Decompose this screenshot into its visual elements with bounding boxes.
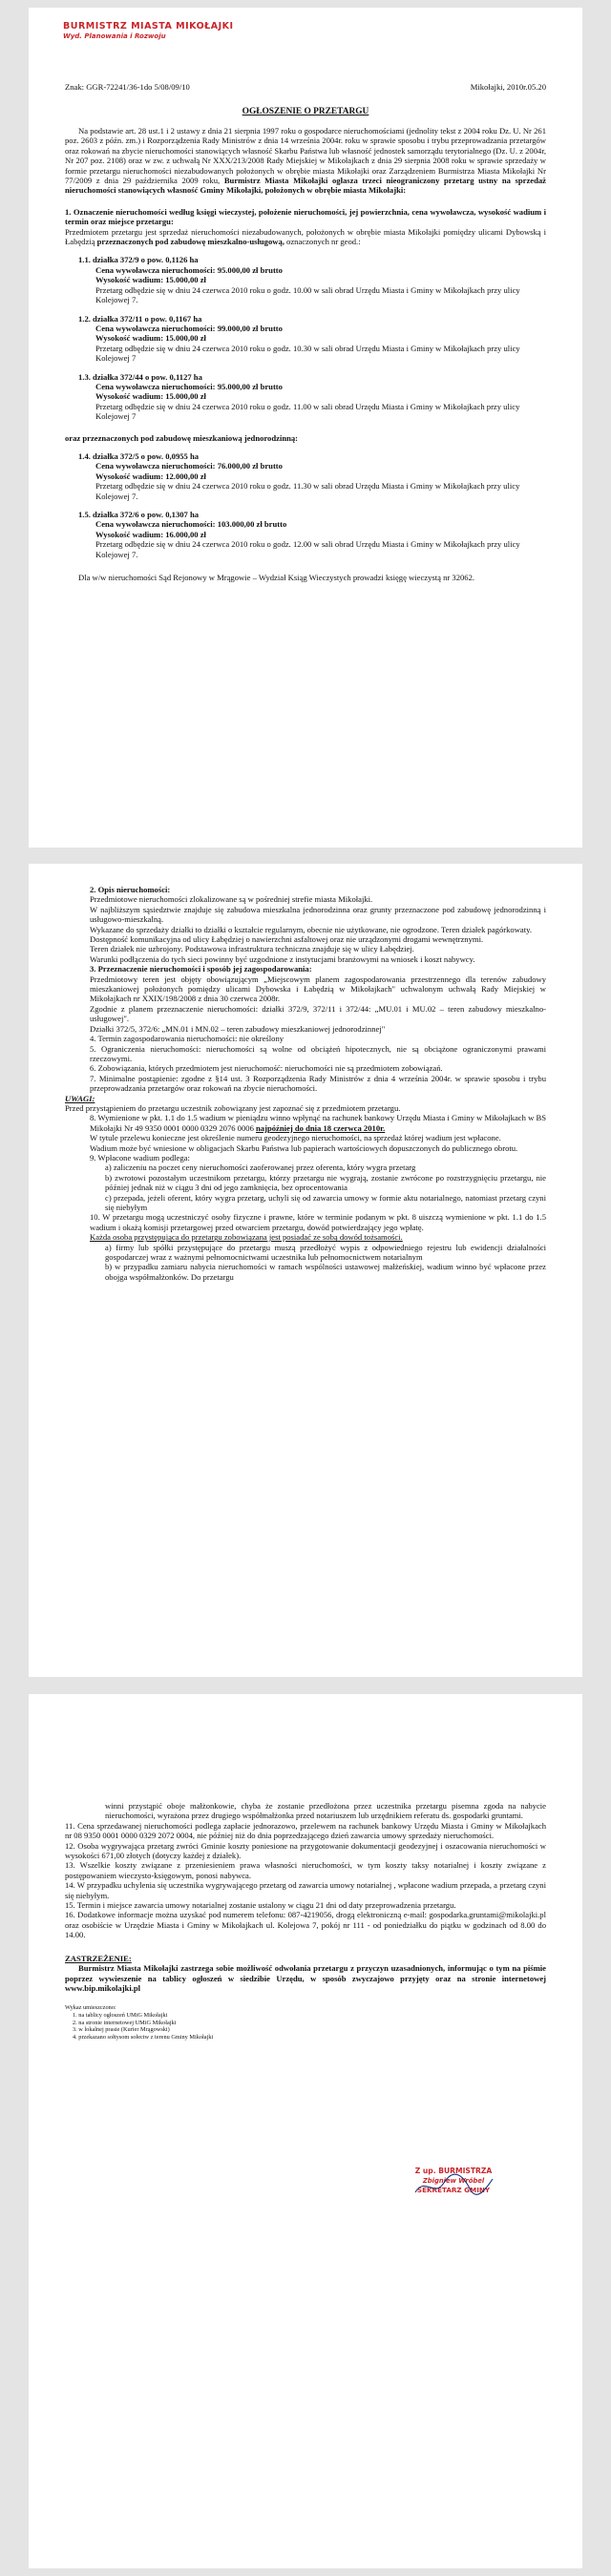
section-9-item: b) zwrotowi pozostałym uczestnikom przetargu, którzy przetargu nie wygrają, zostanie zwrócone po rozstrzygnięciu przetargu, nie później jednak niż w ciągu 3 dni od jego zamknięcia, bez oprocentowania — [105, 1172, 546, 1193]
uwagi-text: Przed przystąpieniem do przetargu uczestnik zobowiązany jest zapoznać się z przedmiotem przetargu. — [65, 1102, 401, 1113]
section-1-mid: oraz przeznaczonych pod zabudowę mieszkaniową jednorodzinną: — [65, 432, 299, 443]
section-10-item: a) firmy lub spółki przystępujące do przetargu muszą przedłożyć wypis z odpowiedniego rejestru lub ewidencji działalności gospodarczej wraz z ważnymi pełnomocnictwami uczestnika lub pełnomocnictwem notarialnym — [105, 1242, 546, 1263]
section-16: 16. Dodatkowe informacje można uzyskać pod numerem telefonu: 087-4219056, drogą elektroniczną e-mail: gospodarka.gruntami@mikolajki.pl oraz osobiście w Urzędzie Miasta i Gminy w Mikołajkach ul. Kolejowa 7, pokój nr 111 - od poniedziałku do piątku w godzinach od 8.00 do 14.00. — [65, 1910, 546, 1940]
section-9-item: a) zaliczeniu na poczet ceny nieruchomości zaoferowanej przez oferenta, który wygra przetarg — [105, 1162, 416, 1173]
section-12: 12. Osoba wygrywająca przetarg zwróci Gminie koszty poniesione na przygotowanie dokumentacji geodezyjnej i oszacowania nieruchomości w wysokości 671,00 złotych (dotyczy każdej z działek). — [65, 1840, 546, 1861]
placement-item: 3. w lokalnej prasie (Kurier Mrągowski) — [73, 2026, 170, 2034]
reference-number: Znak: GGR-72241/36-1do 5/08/09/10 — [65, 82, 190, 92]
section-8-tail: W tytule przelewu konieczne jest określenie numeru geodezyjnego nieruchomości, na sprzedaż której wadium jest wpłacone. — [90, 1133, 501, 1143]
section-5: 5. Ograniczenia nieruchomości: nieruchomości są wolne od obciążeń hipotecznych, nie są obciążone ograniczonymi prawami rzeczowymi. — [90, 1043, 546, 1063]
stamp-line-1: BURMISTRZ MIASTA MIKOŁAJKI — [63, 21, 234, 31]
placement-item: 4. przekazano sołtysom sołectw z terenu Gminy Mikołajki — [73, 2033, 214, 2041]
section-7: 7. Minimalne postąpienie: zgodne z §14 ust. 3 Rozporządzenia Rady Ministrów z dnia 4 września 2004r. w sprawie sposobu i trybu przeprowadzania przetargów oraz rokowań na zbycie nieruchomości. — [90, 1073, 546, 1094]
place-date: Mikołajki, 2010r.05.20 — [470, 82, 546, 92]
section-14: 14. W przypadku uchylenia się uczestnika wygrywającego przetarg od zawarcia umowy notarialnej , wpłacone wadium przepada, a przetarg czyni się niebyłym. — [65, 1880, 546, 1900]
lot-item: 1.1. działka 372/9 o pow. 0,1126 ha Cena wywoławcza nieruchomości: 95.000,00 zł brutto Wysokość wadium: 15.000,00 zł Przetarg odbędzie się w dniu 24 czerwca 2010 roku o godz. 10.00 w sali obrad Urzędu Miasta i Gminy w Mikołajkach przy ulicy Kolejowej 7. — [78, 255, 520, 305]
section-10-item: b) w przypadku zamiaru nabycia nieruchomości w ramach wspólności ustawowej małżeńskiej, wadium winno być wpłacone przez obojga współmałżonków. Do przetargu — [105, 1262, 546, 1282]
section-2-heading: 2. Opis nieruchomości: — [90, 885, 171, 894]
continuation-text: winni przystąpić oboje małżonkowie, chyba że zostanie przedłożona przez uczestnika przetargu pisemna zgoda na nabycie nieruchomości, wyrażona przez drugiego współmałżonka przed notariuszem lub urzędnikiem referatu ds. gospodarki gruntami. — [105, 1801, 546, 1821]
section-8: 8. Wymienione w pkt. 1.1 do 1.5 wadium w pieniądzu winno wpłynąć na rachunek bankowy Urzędu Miasta i Gminy w Mikołajkach w BS Mikołajki Nr 49 9350 0001 0000 0329 2076 0006 najpóźniej do dnia 18 czerwca 2010r. — [90, 1113, 546, 1133]
section-3-line: Zgodnie z planem przeznaczenie nieruchomości: działki 372/9, 372/11 i 372/44: „MU.01 i MU.02 – teren zabudowy mieszkalno-usługowej". — [90, 1003, 546, 1024]
section-10: 10. W przetargu mogą uczestniczyć osoby fizyczne i prawne, które w terminie podanym w pkt. 8 uiszczą wymienione w pkt. 1.1 do 1.5 wadium i okażą komisji przetargowej przed otwarciem przetargu, dowód potwierdzający jego wpłatę. — [90, 1212, 546, 1232]
reservation-heading: ZASTRZEŻENIE: — [65, 1953, 132, 1963]
document-body-3 — [65, 1715, 546, 2041]
section-15: 15. Termin i miejsce zawarcia umowy notarialnej zostanie ustalony w ciągu 21 dni od daty przeprowadzenia przetargu. — [65, 1900, 456, 1911]
section-6: 6. Zobowiązania, których przedmiotem jest nieruchomość: nieruchomości nie są przedmiotem zobowiązań. — [90, 1063, 443, 1074]
document-body-2 — [65, 885, 546, 1282]
signature-name: Zbigniew Wróbel — [422, 2177, 485, 2185]
section-3-heading: 3. Przeznaczenie nieruchomości i sposób jej zagospodarowania: — [90, 964, 312, 974]
section-9-item: c) przepada, jeżeli oferent, który wygra przetarg, uchyli się od zawarcia umowy w formie aktu notarialnego, natomiast przetarg czyni się niebyłym — [105, 1192, 546, 1212]
placement-heading: Wykaz umieszczono: — [65, 2004, 116, 2012]
placement-item: 1. na tablicy ogłoszeń UMiG Mikołajki — [73, 2011, 168, 2019]
reference-row — [65, 82, 546, 92]
signature-line-3: SEKRETARZ GMINY — [416, 2186, 491, 2194]
section-1-heading: 1. Oznaczenie nieruchomości według księgi wieczystej, położenie nieruchomości, jej powierzchnia, cena wywoławcza, wysokość wadium i termin oraz miejsce przetargu: — [65, 206, 546, 227]
section-3-line: Przedmiotowy teren jest objęty obowiązującym „Miejscowym planem zagospodarowania przestrzennego dla terenów zabudowy mieszkaniowej położonych pomiędzy ulicami Dybowska i Łabędzią w Mikołajkach" uchwalonym uchwałą Rady Miejskiej w Mikołajkach nr XXIX/198/2008 z dnia 30 czerwca 2008r. — [90, 974, 546, 1004]
stamp-line-2: Wyd. Planowania i Rozwoju — [63, 32, 166, 40]
handwritten-signature — [411, 2171, 496, 2200]
placement-item: 2. na stronie internetowej UMiG Mikołajki — [73, 2019, 177, 2026]
document-page-3 — [29, 1694, 582, 2568]
uwagi-heading: UWAGI: — [65, 1093, 95, 1103]
section-2-line: W najbliższym sąsiedztwie znajduje się zabudowa mieszkalna jednorodzinna oraz grunty przeznaczone pod zabudowę jednorodzinną i usługowo-mieszkalną. — [90, 904, 546, 925]
document-page-2 — [29, 864, 582, 1677]
lot-item: 1.3. działka 372/44 o pow. 0,1127 ha Cena wywoławcza nieruchomości: 95.000,00 zł brutto Wysokość wadium: 15.000,00 zł Przetarg odbędzie się w dniu 24 czerwca 2010 roku o godz. 11.00 w sali obrad Urzędu Miasta i Gminy w Mikołajkach przy ulicy Kolejowej 7 — [78, 371, 520, 422]
document-page-1 — [29, 8, 582, 848]
section-2-line: Dostępność komunikacyjna od ulicy Łabędziej o nawierzchni asfaltowej oraz nie urządzonymi drogami wewnętrznymi. — [90, 934, 484, 945]
section-8-more: Wadium może być wniesione w obligacjach Skarbu Państwa lub papierach wartościowych dopuszczonych do publicznego obrotu. — [90, 1142, 518, 1153]
official-stamp — [63, 21, 234, 40]
section-2-line: Przedmiotowe nieruchomości zlokalizowane są w pośredniej strefie miasta Mikołajki. — [90, 894, 373, 905]
section-3-line: Działki 372/5, 372/6: „MN.01 i MN.02 – teren zabudowy mieszkaniowej jednorodzinnej" — [90, 1023, 386, 1034]
section-13: 13. Wszelkie koszty związane z przeniesieniem prawa własności nieruchomości, w tym koszty taksy notarialnej i koszty związane z postępowaniem wieczysto-księgowym, ponosi nabywca. — [65, 1860, 546, 1880]
section-11: 11. Cena sprzedawanej nieruchomości podlega zapłacie jednorazowo, przelewem na rachunek bankowy Urzędu Miasta i Gminy w Mikołajkach nr 08 9350 0001 0000 0329 2072 0004, nie później niż do dnia poprzedzającego dzień zawarcia umowy sprzedaży nieruchomości. — [65, 1820, 546, 1841]
signature-line-1: Z up. BURMISTRZA — [414, 2167, 493, 2175]
lot-item: 1.4. działka 372/5 o pow. 0,0955 ha Cena wywoławcza nieruchomości: 76.000,00 zł brutto Wysokość wadium: 12.000,00 zł Przetarg odbędzie się w dniu 24 czerwca 2010 roku o godz. 11.30 w sali obrad Urzędu Miasta i Gminy w Mikołajkach przy ulicy Kolejowej 7. — [78, 450, 520, 501]
section-2-line: Teren działek nie uzbrojony. Podstawowa infrastruktura techniczna znajduje się w ulicy Łabędziej. — [90, 944, 414, 954]
section-1-text: Przedmiotem przetargu jest sprzedaż nieruchomości niezabudowanych, położonych w obrębie miasta Mikołajki pomiędzy ulicami Dybowską i Łabędzią przeznaczonych pod zabudowę mieszkalno-usługową, oznaczonych nr geod.: — [65, 226, 546, 247]
lot-item: 1.5. działka 372/6 o pow. 0,1307 ha Cena wywoławcza nieruchomości: 103.000,00 zł brutto Wysokość wadium: 16.000,00 zł Przetarg odbędzie się w dniu 24 czerwca 2010 roku o godz. 12.00 w sali obrad Urzędu Miasta i Gminy w Mikołajkach przy ulicy Kolejowej 7. — [78, 510, 520, 559]
document-title: OGŁOSZENIE O PRZETARGU — [242, 107, 369, 116]
section-2-line: Wykazane do sprzedaży działki to działki o kształcie regularnym, obecnie nie użytkowane, nie ogrodzone. Teren działek pagórkowaty. — [90, 924, 532, 934]
section-2-line: Warunki podłączenia do tych sieci powinny być uzgodnione z instytucjami branżowymi na wniosek i koszt nabywcy. — [90, 953, 475, 964]
intro-paragraph: Na podstawie art. 28 ust.1 i 2 ustawy z dnia 21 sierpnia 1997 roku o gospodarce nieruchomościami (jednolity tekst z 2004 roku Dz. U. Nr 261 poz. 2603 z późn. zm.) i Rozporządzenia Rady Ministrów z dnia 14 września 2004r. roku w sprawie sposobu i trybu przeprowadzania przetargów oraz rokowań na zbycie nieruchomości stanowiących własność Skarbu Państwa lub własność jednostek samorządu terytorialnego (Dz. U. z 2004r, Nr 207 poz. 2108) oraz w zw. z uchwałą Nr XXX/213/2008 Rady Miejskiej w Mikołajkach z dnia 29 sierpnia 2008 roku w sprawie sprzedaży w formie przetargu nieruchomości niezabudowanych położonych w obrębie miasta Mikołajki oraz Zarządzeniem Burmistrza Miasta Mikołajki Nr 77/2009 z dnia 29 października 2009 roku, Burmistrz Miasta Mikołajki ogłasza trzeci nieograniczony przetarg ustny na sprzedaż nieruchomości stanowiących własność Gminy Mikołajki, położonych w obrębie miasta Mikołajki: — [65, 126, 546, 196]
section-10-underlined: Każda osoba przystępująca do przetargu zobowiązana jest posiadać ze sobą dowód tożsamości. — [90, 1232, 403, 1243]
section-4: 4. Termin zagospodarowania nieruchomości: nie określony — [90, 1034, 284, 1044]
lot-item: 1.2. działka 372/11 o pow. 0,1167 ha Cena wywoławcza nieruchomości: 99.000,00 zł brutto Wysokość wadium: 15.000,00 zł Przetarg odbędzie się w dniu 24 czerwca 2010 roku o godz. 10.30 w sali obrad Urzędu Miasta i Gminy w Mikołajkach przy ulicy Kolejowej 7 — [78, 313, 520, 364]
document-body-1 — [65, 126, 546, 582]
placement-list — [65, 2004, 546, 2041]
reservation-text: Burmistrz Miasta Mikołajki zastrzega sobie możliwość odwołania przetargu z przyczyn uzasadnionych, informując o tym na piśmie poprzez wywieszenie na tablicy ogłoszeń w siedzibie Urzędu, w sposób zwyczajowo przyjęty oraz na stronie internetowej www.bip.mikolajki.pl — [65, 1963, 546, 1993]
section-9: 9. Wpłacone wadium podlega: — [90, 1152, 190, 1162]
court-note: Dla w/w nieruchomości Sąd Rejonowy w Mrągowie – Wydział Ksiąg Wieczystych prowadzi księgę wieczystą nr 32062. — [78, 573, 475, 583]
